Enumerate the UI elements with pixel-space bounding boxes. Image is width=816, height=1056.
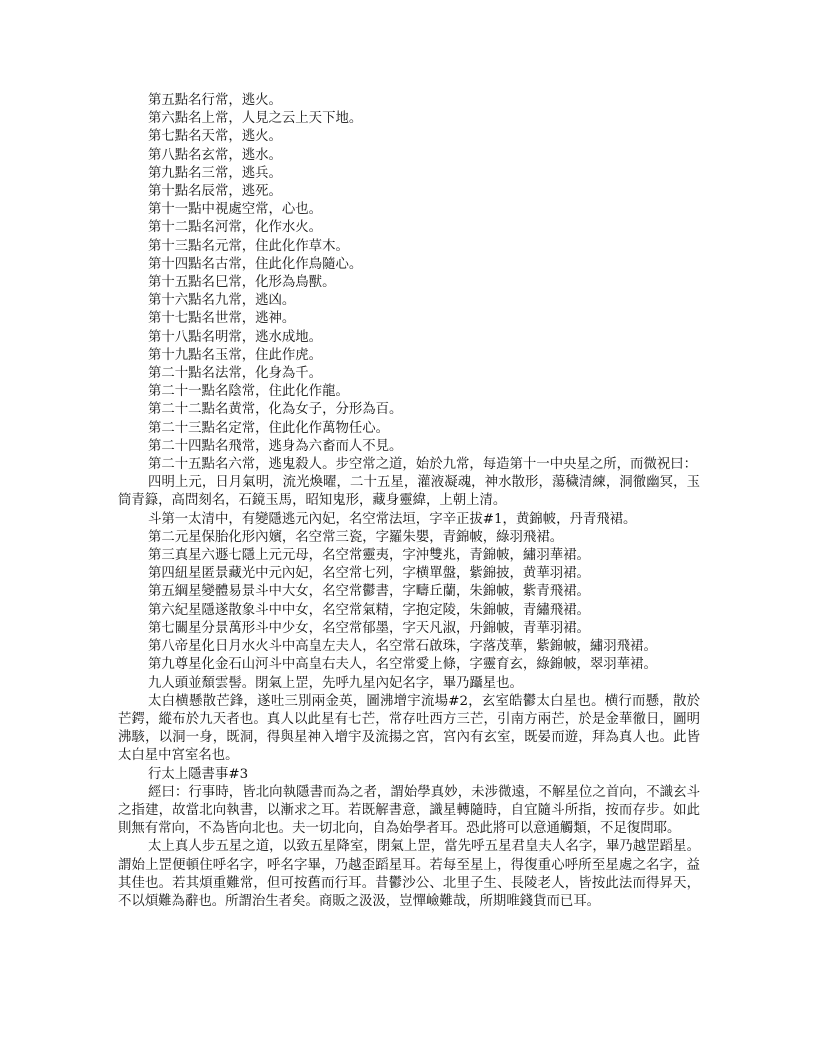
paragraph: 經曰：行事時，皆北向執隱書而為之者，謂始學真妙，未涉微遠，不解星位之首向，不識玄斗之指建，故當北向執書，以漸求之耳。若既解書意，識星轉隨時，自宜隨斗所指，按而存步。如此則無有常向，不為皆向北也。夫一切北向，自為始學者耳。恐此將可以意通觸類，不足復問耶。 [118, 784, 700, 837]
text-line: 第二十三點名定常，住此化作萬物任心。 [148, 420, 390, 436]
text-line: 第六點名上常，人見之云上天下地。 [148, 111, 363, 127]
text-line: 第十二點名河常，化作水火。 [148, 220, 323, 236]
text-line: 第十三點名元常，住此化作草木。 [148, 238, 349, 254]
paragraph: 第九尊星化金石山河斗中高皇右夫人，名空常愛上條，字靈育玄，綠錦帔，翠羽華裙。 [148, 657, 657, 673]
text-line: 第七點名天常，逃火。 [148, 129, 282, 145]
section-heading: 行太上隱書事#3 [148, 766, 249, 782]
paragraph: 太上真人步五星之道，以致五星降室，閉氣上罡，當先呼五星君皇夫人名字，畢乃越罡蹈星。謂始上罡便頓住呼名字，呼名字畢，乃越歪蹈星耳。若每至星上，得復重心呼所至星處之名字，益其佳也。若其煩重難常，但可按舊而行耳。昔鬱沙公、北里子生、長陵老人，皆按此法而得昇天，不以煩難為辭也。所謂治生者矣。商販之汲汲，豈憚嶮難哉，所期唯錢貨而已耳。 [118, 839, 700, 909]
text-line: 第十一點中視處空常，心也。 [148, 202, 323, 218]
paragraph: 四明上元，日月氣明，流光煥曜，二十五星，灌液凝魂，神水散形，蕩穢清練，洞徹幽冥，玉筒青籙，高問刻名，石鏡玉馬，昭知鬼形，藏身靈緯，上朝上清。 [118, 475, 700, 509]
paragraph: 斗第一太清中，有變隱逃元內妃，名空常法垣，字辛正拔#1，黄錦帔，丹青飛裙。 [148, 511, 637, 527]
text-line: 第十點名辰常，逃死。 [148, 184, 282, 200]
paragraph: 九人頭並頹雲髻。閉氣上罡，先呼九星內妃名字，畢乃躡星也。 [148, 675, 523, 691]
text-line: 第二十二點名黄常，化為女子，分形為百。 [148, 402, 403, 418]
text-line: 第二十四點名飛常，逃身為六畜而人不見。 [148, 438, 403, 454]
document-page [118, 92, 700, 911]
paragraph: 第六紀星隱遂散象斗中中女，名空常氣精，字抱定陵，朱錦帔，青繡飛裙。 [148, 602, 590, 618]
text-line: 第十八點名明常，逃水成地。 [148, 329, 323, 345]
text-line: 第八點名玄常，逃水。 [148, 147, 282, 163]
text-line: 第九點名三常，逃兵。 [148, 165, 282, 181]
paragraph: 第二十五點名六常，逃鬼殺人。步空常之道，始於九常，每造第十一中央星之所，而微祝曰： [148, 457, 698, 473]
text-line: 第十九點名玉常，住此作虎。 [148, 347, 323, 363]
paragraph: 第七關星分景萬形斗中少女，名空常郁墨，字天凡淑，丹錦帔，青華羽裙。 [148, 620, 590, 636]
text-line: 第十四點名古常，住此化作鳥隨心。 [148, 256, 363, 272]
text-line: 第二十點名法常，化身為千。 [148, 366, 323, 382]
paragraph: 第四紐星匿景藏光中元內妃，名空常七列，字横單盤，紫錦披，黄華羽裙。 [148, 566, 590, 582]
paragraph: 第二元星保胎化形內嬪，名空常三瓷，字羅朱嬰，青錦帔，綠羽飛裙。 [148, 529, 564, 545]
text-line: 第十七點名世常，逃神。 [148, 311, 296, 327]
text-line: 第十五點名巳常，化形為鳥獸。 [148, 275, 336, 291]
paragraph: 第五綱星變體易景斗中大女，名空常鬱書，字疇丘蘭，朱錦帔，紫青飛裙。 [148, 584, 590, 600]
text-line: 第五點名行常，逃火。 [148, 93, 282, 108]
paragraph: 第三真星六遯七隱上元元母，名空常靈夷，字沖雙兆，青錦帔，繡羽華裙。 [148, 548, 590, 564]
paragraph: 第八帝星化日月水火斗中高皇左夫人，名空常石啟珠，字落茂華，紫錦帔，繡羽飛裙。 [148, 639, 657, 655]
text-line: 第十六點名九常，逃凶。 [148, 293, 296, 309]
text-line: 第二十一點名陰常，住此化作龍。 [148, 384, 349, 400]
paragraph: 太白横懸散芒鋒，遂吐三別兩金英，圖沸增宇流場#2，玄室皓鬱太白星也。横行而懸，散於芒鍔，縱布於九天者也。真人以此星有七芒，常存吐西方三芒，引南方兩芒，於是金華徹日，圖明沸駭，以洞一身，既洞，得與星神入增宇及流揚之宮，宮內有玄室，既晏而遊，拜為真人也。此皆太白星中宮室名也。 [118, 693, 700, 764]
